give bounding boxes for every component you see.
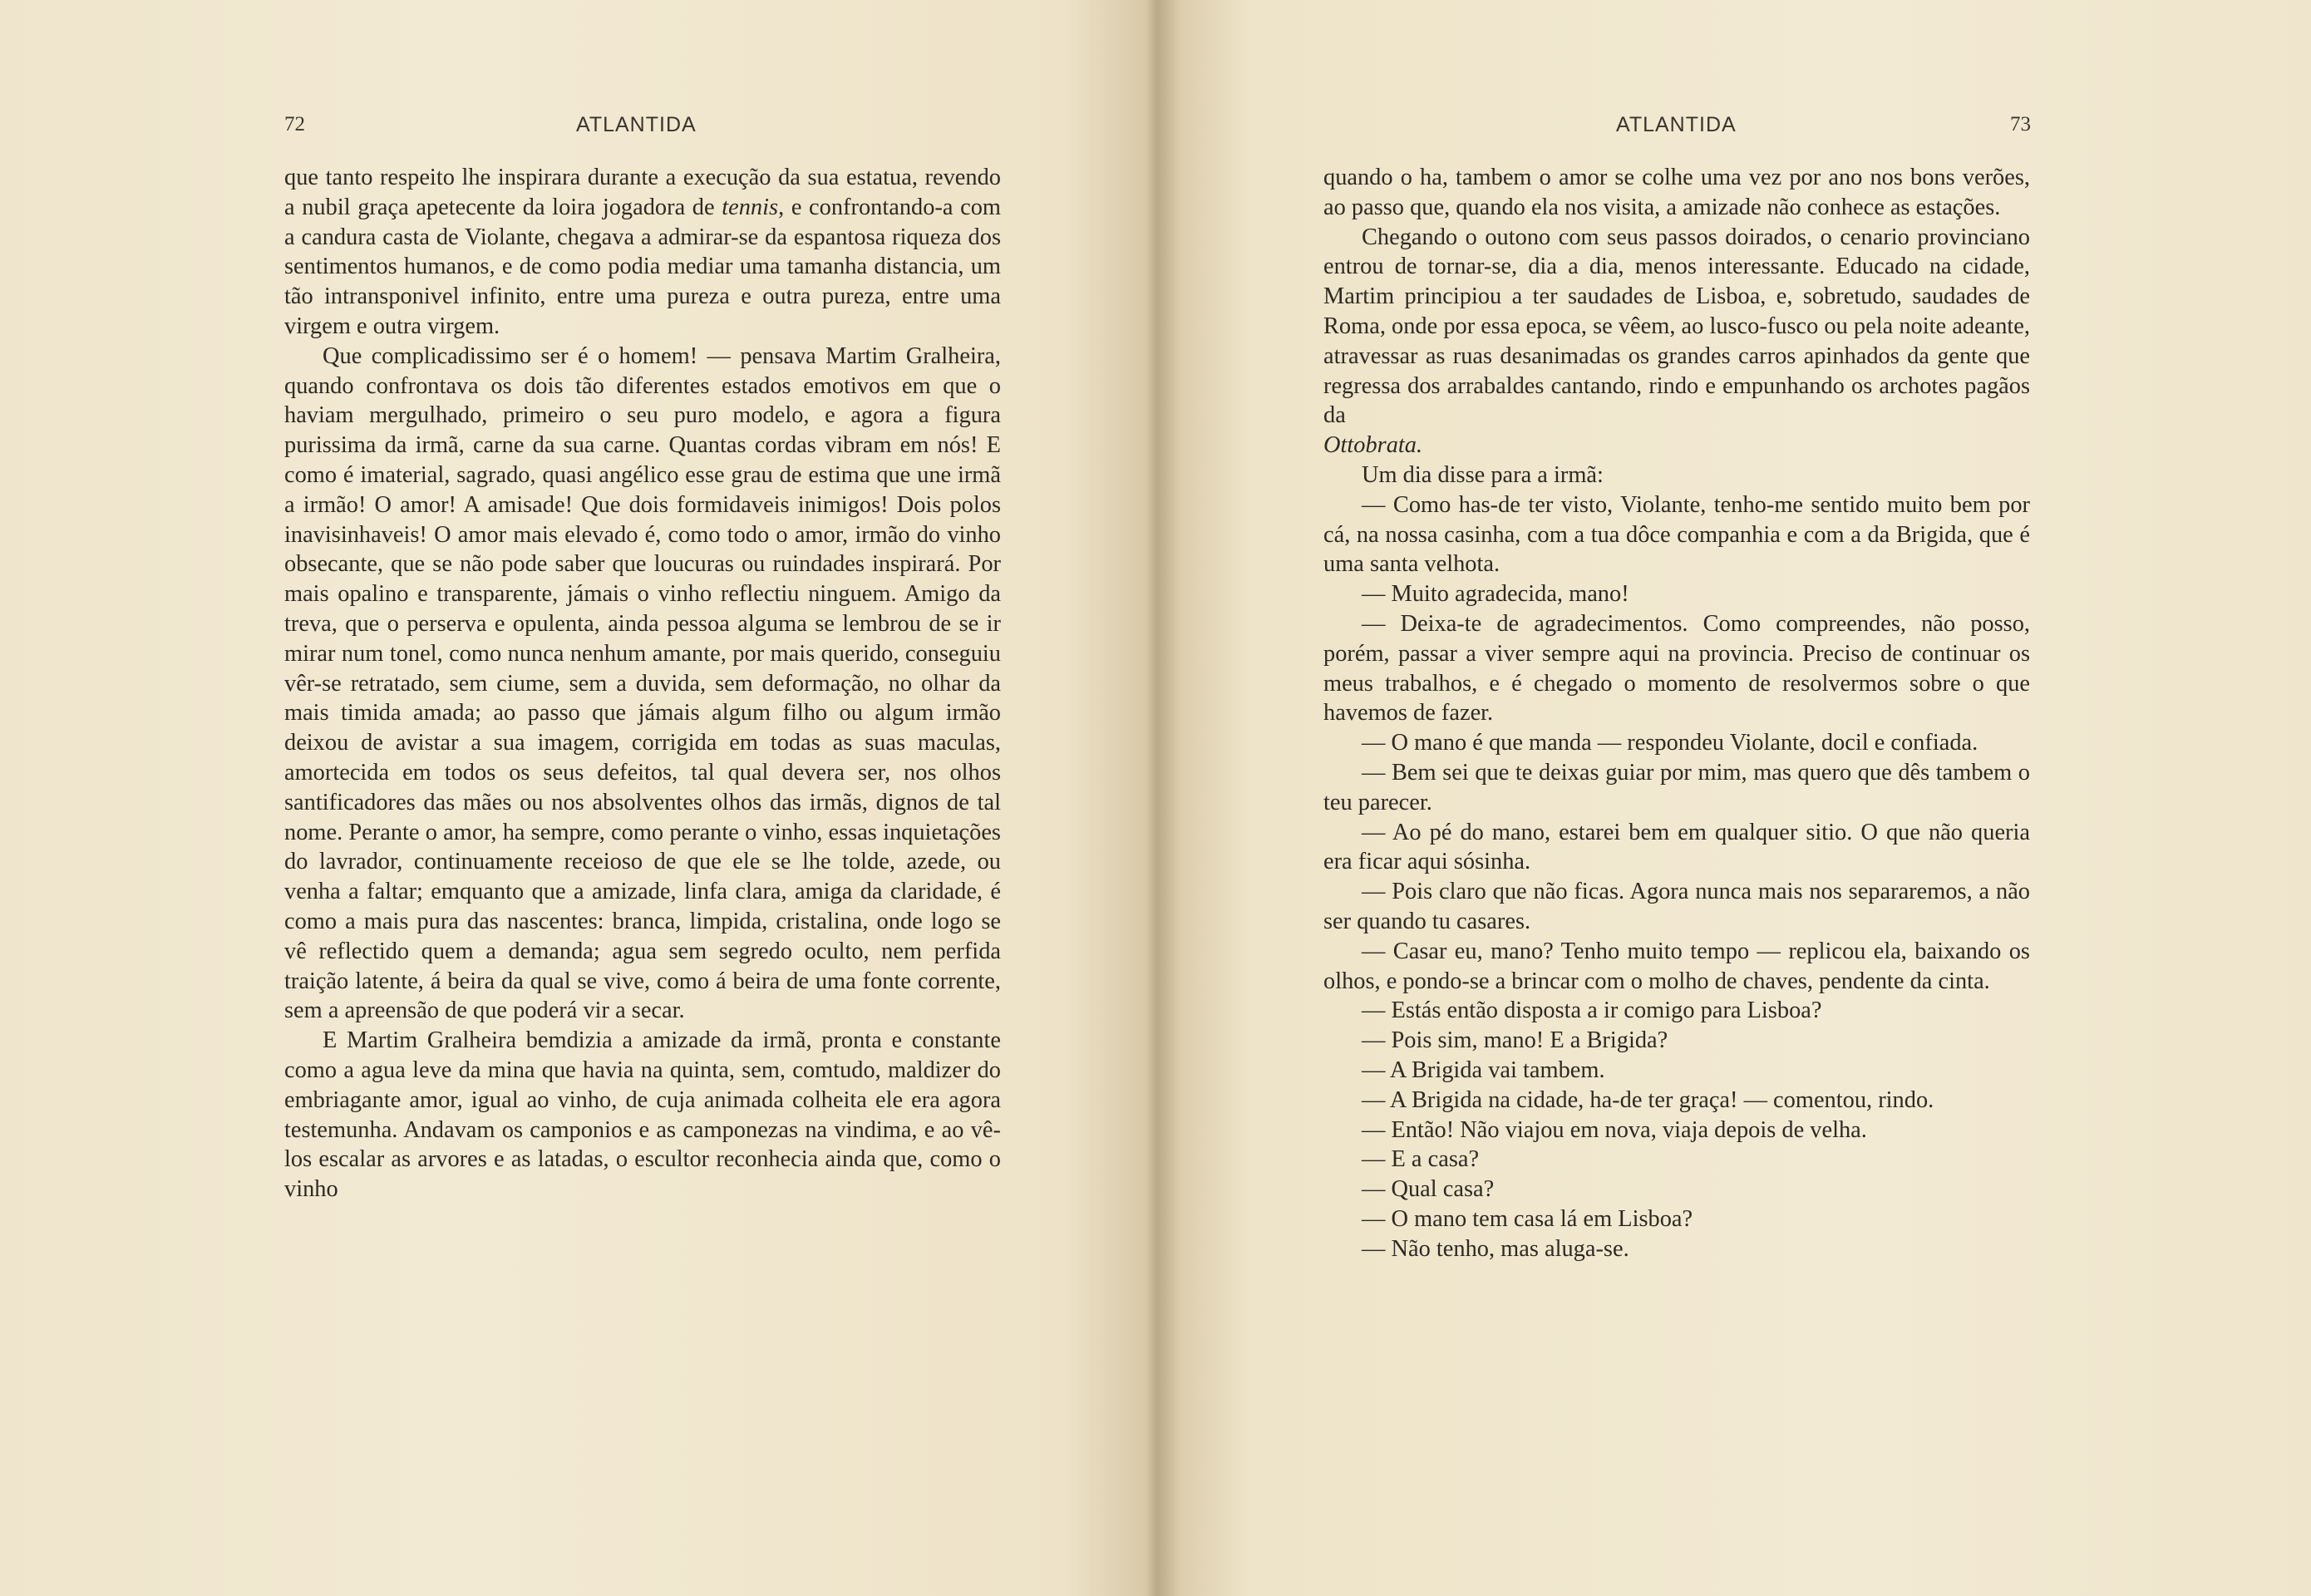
dialogue-line: — Pois sim, mano! E a Brigida? [1362, 1027, 1668, 1054]
paragraph: E Martim Gralheira bemdizia a amizade da irmã, pronta e constante como a agua leve da mina que havia na quinta, sem, comtudo, maldizer do embriagante amor, igual ao vinho, de cuja animada colheita ele era agora testemunha. Andavam os camponios e as camponezas na vindima, e ao vê-los escalar as arvores e as latadas, o escultor reconhecia ainda que, como o vinho [284, 1027, 1001, 1203]
dialogue-line: — Bem sei que te deixas guiar por mim, mas quero que dês tambem o teu parecer. [1323, 759, 2030, 815]
italic-word: tennis [722, 194, 779, 220]
dialogue-line: — Estás então disposta a ir comigo para Lisboa? [1362, 998, 1822, 1024]
paragraph: Que complicadissimo ser é o homem! — pensava Martim Gralheira, quando confrontava os dois tão diferentes estados emotivos em que o haviam mergulhado, primeiro o seu puro modelo, e agora a figura purissima da irmã, carne da sua carne. Quantas cordas vibram em nós! E como é imaterial, sagrado, quasi angélico esse grau de estima que une irmã a irmão! O amor! A amisade! Que dois formidaveis inimigos! Dois polos inavisinhaveis! O amor mais elevado é, como todo o amor, irmão do vinho obsecante, que se não pode saber que loucuras ou ruindades inspirará. Por mais opalino e transparente, jámais o vinho reflectiu ninguem. Amigo da treva, que o perserva e opulenta, ainda pessoa alguma se lembrou de se ir mirar num tonel, como nunca nenhum amante, por mais querido, conseguiu vêr-se retratado, sem ciume, sem a duvida, sem deformação, no olhar da mais timida amada; ao passo que jámais algum filho ou algum irmão deixou de avistar a sua imagem, corrigida em todas as suas maculas, amortecida em todos os seus defeitos, tal qual devera ser, nos olhos santificadores das mães ou nos absolventes olhos das irmãs, dignos de tal nome. Perante o amor, ha sempre, como perante o vinho, essas inquietações do lavrador, continuamente receioso de que ele se lhe tolde, azede, ou venha a faltar; emquanto que a amizade, linfa clara, amiga da claridade, é como a mais pura das nascentes: branca, limpida, cristalina, onde logo se vê reflectido quem a demanda; agua sem segredo oculto, nem perfida traição latente, á beira da qual se vive, como á beira de uma fonte corrente, sem a apreensão de que poderá vir a secar. [284, 342, 1001, 1024]
body-text [1323, 163, 2030, 1264]
dialogue-line: — Qual casa? [1362, 1176, 1495, 1203]
page-number: 72 [284, 113, 305, 135]
dialogue-line: — Pois claro que não ficas. Agora nunca mais nos separaremos, a não ser quando tu casares. [1323, 879, 2030, 934]
running-head: ATLANTIDA [576, 113, 697, 136]
dialogue-line: — Então! Não viajou em nova, viaja depois de velha. [1362, 1116, 1867, 1143]
dialogue-line: — A Brigida vai tambem. [1362, 1057, 1605, 1083]
dialogue-line: — Casar eu, mano? Tenho muito tempo — replicou ela, baixando os olhos, e pondo-se a brincar com o molho de chaves, pendente da cinta. [1323, 938, 2030, 994]
paragraph: Um dia disse para a irmã: [1362, 461, 1604, 488]
dialogue-line: — Não tenho, mas aluga-se. [1362, 1235, 1629, 1262]
dialogue-line: — O mano é que manda — respondeu Violante, docil e confiada. [1362, 730, 1978, 756]
right-page [1157, 0, 2311, 1596]
dialogue-line: — Deixa-te de agradecimentos. Como compreendes, não posso, porém, passar a viver sempre aqui na provincia. Preciso de continuar os meus trabalhos, e é chegado o momento de resolvermos sobre o que havemos de fazer. [1323, 610, 2030, 727]
paragraph: Chegando o outono com seus passos doirados, o cenario provinciano entrou de tornar-se, dia a dia, menos interessante. Educado na cidade, Martim principiou a ter saudades de Lisboa, e, sobretudo, saudades de Roma, onde por essa epoca, se vêem, ao lusco-fusco ou pela noite adeante, atravessar as ruas desanimadas os grandes carros apinhados da gente que regressa dos arrabaldes cantando, rindo e empunhando os archotes pagãos da [1323, 224, 2030, 429]
dialogue-line: — A Brigida na cidade, ha-de ter graça! — comentou, rindo. [1362, 1086, 1934, 1113]
paragraph: que tanto respeito lhe inspirara durante a execução da sua estatua, revendo a nubil graça apetecente da loira jogadora de tennis, e confrontando-a com a candura casta de Violante, chegava a admirar-se da espantosa riqueza dos sentimentos humanos, e de como podia mediar uma tamanha distancia, um tão intransponivel infinito, entre uma pureza e outra pureza, entre uma virgem e outra virgem. [284, 165, 1001, 339]
dialogue-line: — O mano tem casa lá em Lisboa? [1362, 1205, 1693, 1232]
paragraph: quando o ha, tambem o amor se colhe uma vez por ano nos bons verões, ao passo que, quando ela nos visita, a amizade não conhece as estações. [1323, 165, 2030, 220]
dialogue-line: — Como has-de ter visto, Violante, tenho-me sentido muito bem por cá, na nossa casinha, com a tua dôce companhia e com a da Brigida, que é uma santa velhota. [1323, 491, 2030, 578]
dialogue-line: — Muito agradecida, mano! [1362, 581, 1629, 608]
page-number: 73 [2010, 113, 2031, 135]
italic-word: Ottobrata. [1323, 432, 1423, 459]
running-head: ATLANTIDA [1616, 113, 1737, 136]
dialogue-line: — Ao pé do mano, estarei bem em qualquer sitio. O que não queria era ficar aqui sósinha. [1323, 819, 2030, 875]
body-text [284, 163, 1001, 1204]
paragraph [1323, 431, 2030, 461]
dialogue-line: — E a casa? [1362, 1146, 1480, 1173]
